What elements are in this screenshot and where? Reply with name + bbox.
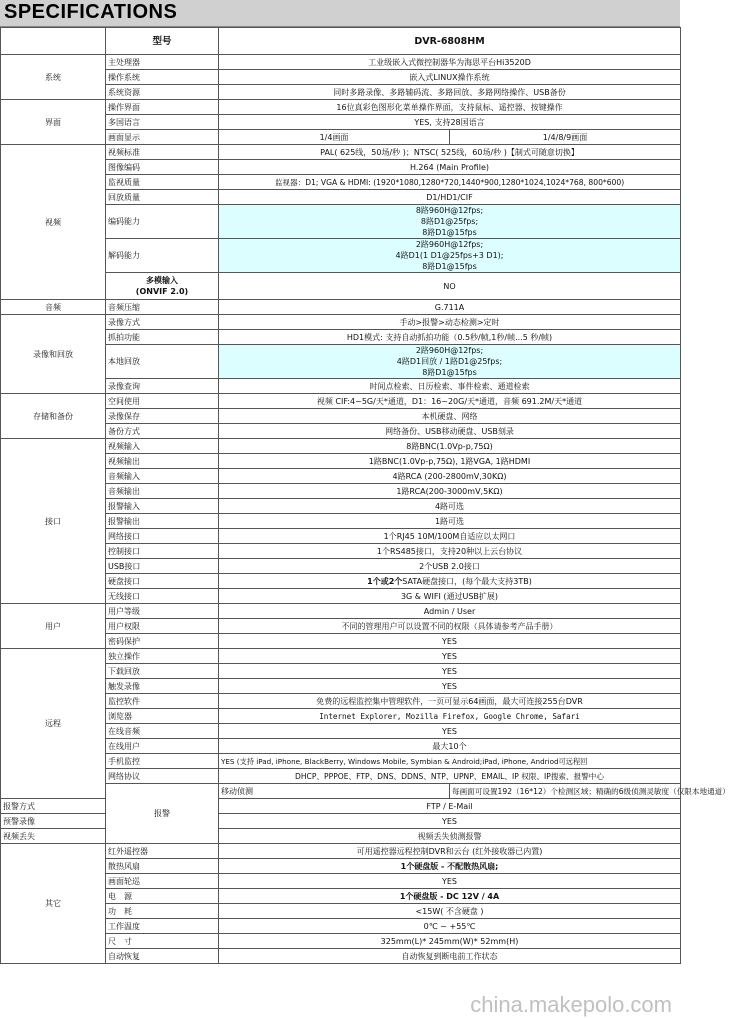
table-row [1, 799, 681, 814]
row-name: 网络协议 [106, 769, 219, 784]
table-row [1, 394, 681, 409]
row-value: YES (支持 iPad, iPhone, BlackBerry, Windows Mobile, Symbian & Android;iPad, iPhone, Andriod可远程回 [219, 754, 681, 769]
value-line: 4路D1回放 / 1路D1@25fps; [396, 357, 503, 366]
row-value: 手动>报警>动态检测>定时 [219, 315, 681, 330]
row-name: 录像查询 [106, 379, 219, 394]
row-value: 自动恢复到断电前工作状态 [219, 949, 681, 964]
row-name: 录像保存 [106, 409, 219, 424]
row-value: 8路BNC(1.0Vp-p,75Ω) [219, 439, 681, 454]
table-row [1, 315, 681, 330]
row-value: YES [219, 814, 681, 829]
row-name: 移动侦测 [219, 784, 450, 799]
row-value: YES [219, 679, 681, 694]
row-value: YES [219, 649, 681, 664]
row-name: 无线接口 [106, 589, 219, 604]
row-value: 1个RJ45 10M/100M自适应以太网口 [219, 529, 681, 544]
row-value: 16位真彩色图形化菜单操作界面，支持鼠标、遥控器、按键操作 [219, 100, 681, 115]
value-line: 8路D1@25fps; [420, 217, 479, 226]
row-name: 视频丢失 [1, 829, 106, 844]
row-value: FTP / E-Mail [219, 799, 681, 814]
row-name: 报警输出 [106, 514, 219, 529]
row-value: G.711A [219, 300, 681, 315]
row-value: D1/HD1/CIF [219, 190, 681, 205]
row-name: 多国语言 [106, 115, 219, 130]
table-row [1, 604, 681, 619]
row-name: 功 耗 [106, 904, 219, 919]
row-value: 4路RCA (200-2800mV,30KΩ) [219, 469, 681, 484]
row-value: 视频丢失侦测报警 [219, 829, 681, 844]
value-line: 2路960H@12fps; [415, 346, 484, 355]
row-name: 画面轮巡 [106, 874, 219, 889]
value-line: 8路D1@15fps [422, 368, 477, 377]
row-value: H.264 (Main Profile) [219, 160, 681, 175]
table-row [1, 829, 681, 844]
header-row [1, 28, 681, 55]
row-value: 1个硬盘版 - 不配散热风扇; [219, 859, 681, 874]
row-name: 在线用户 [106, 739, 219, 754]
row-name: 电 源 [106, 889, 219, 904]
table-row [1, 814, 681, 829]
header-label: 型号 [106, 28, 219, 55]
row-value: YES [219, 664, 681, 679]
row-name: 密码保护 [106, 634, 219, 649]
row-value: 1个RS485接口，支持20种以上云台协议 [219, 544, 681, 559]
row-value: Admin / User [219, 604, 681, 619]
row-name: 尺 寸 [106, 934, 219, 949]
row-value: 监视器：D1; VGA & HDMI: (1920*1080,1280*720,1440*900,1280*1024,1024*768, 800*600) [219, 175, 681, 190]
row-name: 音频压缩 [106, 300, 219, 315]
table-row [1, 844, 681, 859]
row-value: 3G & WIFI (通过USB扩展) [219, 589, 681, 604]
row-value: HD1模式: 支持自动抓拍功能（0.5秒/帧,1秒/帧...5 秒/帧) [219, 330, 681, 345]
row-name: 自动恢复 [106, 949, 219, 964]
row-value: YES [219, 874, 681, 889]
category-interface: 接口 [1, 439, 106, 604]
row-value: 可用遥控器远程控制DVR和云台 (红外接收器已内置) [219, 844, 681, 859]
row-name: 在线音频 [106, 724, 219, 739]
watermark: china.makepolo.com [470, 992, 672, 1017]
row-value: 本机硬盘、网络 [219, 409, 681, 424]
row-name: 用户权限 [106, 619, 219, 634]
row-name: 触发录像 [106, 679, 219, 694]
row-value [219, 345, 681, 379]
row-value: 每画面可设置192（16*12）个检测区域；精确的6级侦测灵敏度（仅限本地通道） [450, 784, 681, 799]
row-name: 音频输出 [106, 484, 219, 499]
row-name: 预警录像 [1, 814, 106, 829]
row-value: YES, 支持28国语言 [219, 115, 681, 130]
header-model: DVR-6808HM [219, 28, 681, 55]
row-value: 最大10个 [219, 739, 681, 754]
row-name: 录像方式 [106, 315, 219, 330]
row-name: 独立操作 [106, 649, 219, 664]
row-value: 1/4/8/9画面 [450, 130, 681, 145]
row-value [219, 239, 681, 273]
category-video: 视频 [1, 145, 106, 300]
row-value: <15W( 不含硬盘 ) [219, 904, 681, 919]
row-value [219, 574, 681, 589]
row-name: 报警方式 [1, 799, 106, 814]
row-value: 1路RCA(200-3000mV,5KΩ) [219, 484, 681, 499]
row-name: 空间使用 [106, 394, 219, 409]
value-line: 8路D1@15fps [422, 228, 477, 237]
row-name: 硬盘接口 [106, 574, 219, 589]
table-row [1, 649, 681, 664]
row-value [219, 205, 681, 239]
row-name [106, 273, 219, 300]
hdd-count: 1个或2个 [367, 576, 403, 586]
row-name: 视频标准 [106, 145, 219, 160]
category-audio: 音频 [1, 300, 106, 315]
row-name: 编码能力 [106, 205, 219, 239]
row-value: 网络备份、USB移动硬盘、USB刻录 [219, 424, 681, 439]
row-name: 下载回放 [106, 664, 219, 679]
row-name: 视频输出 [106, 454, 219, 469]
page-title: SPECIFICATIONS [4, 1, 178, 23]
row-name: 红外遥控器 [106, 844, 219, 859]
category-record: 录像和回放 [1, 315, 106, 394]
row-name: 用户等级 [106, 604, 219, 619]
value-line: 4路D1(1 D1@25fps+3 D1); [395, 251, 504, 260]
category-other: 其它 [1, 844, 106, 964]
row-value: Internet Explorer, Mozilla Firefox, Google Chrome, Safari [219, 709, 681, 724]
value-line: 2路960H@12fps; [415, 240, 484, 249]
row-name: 音频输入 [106, 469, 219, 484]
row-name: 工作温度 [106, 919, 219, 934]
row-name: 监视质量 [106, 175, 219, 190]
row-name: 监控软件 [106, 694, 219, 709]
row-value: 同时多路录像、多路辅码流、多路回放、多路网络操作、USB备份 [219, 85, 681, 100]
category-system: 系统 [1, 55, 106, 100]
row-value: 0℃ ~ +55℃ [219, 919, 681, 934]
row-name: 操作界面 [106, 100, 219, 115]
row-value: 工业级嵌入式微控制器华为海思平台Hi3520D [219, 55, 681, 70]
row-value: 不同的管理用户可以设置不同的权限（具体请参考产品手册） [219, 619, 681, 634]
row-name: 图像编码 [106, 160, 219, 175]
row-value: 嵌入式LINUX操作系统 [219, 70, 681, 85]
row-name: 解码能力 [106, 239, 219, 273]
row-name: 画面显示 [106, 130, 219, 145]
category-ui: 界面 [1, 100, 106, 145]
row-name: 本地回放 [106, 345, 219, 379]
table-row [1, 145, 681, 160]
spec-table [0, 27, 730, 964]
row-name-line: (ONVIF 2.0) [135, 287, 189, 296]
row-name: 浏览器 [106, 709, 219, 724]
row-name: 主处理器 [106, 55, 219, 70]
table-row [1, 300, 681, 315]
row-value: 1路BNC(1.0Vp-p,75Ω), 1路VGA, 1路HDMI [219, 454, 681, 469]
row-value: 1个硬盘版 - DC 12V / 4A [219, 889, 681, 904]
row-name: 网络接口 [106, 529, 219, 544]
header-blank [1, 28, 106, 55]
row-value: 325mm(L)* 245mm(W)* 52mm(H) [219, 934, 681, 949]
hdd-desc: SATA硬盘接口，(每个最大支持3TB) [402, 576, 532, 586]
row-value: YES [219, 634, 681, 649]
value-line: 8路960H@12fps; [415, 206, 484, 215]
row-name: 抓拍功能 [106, 330, 219, 345]
title-bar [0, 0, 680, 27]
category-storage: 存储和备份 [1, 394, 106, 439]
row-name: 备份方式 [106, 424, 219, 439]
category-remote: 远程 [1, 649, 106, 799]
row-value: DHCP、PPPOE、FTP、DNS、DDNS、NTP、UPNP、EMAIL、IP 权限、IP搜索、报警中心 [219, 769, 681, 784]
row-name: USB接口 [106, 559, 219, 574]
table-row [1, 100, 681, 115]
row-name: 回放质量 [106, 190, 219, 205]
row-value: 2个USB 2.0接口 [219, 559, 681, 574]
row-name: 控制接口 [106, 544, 219, 559]
row-name: 报警输入 [106, 499, 219, 514]
row-name: 视频输入 [106, 439, 219, 454]
row-name: 操作系统 [106, 70, 219, 85]
row-value: 1/4画面 [219, 130, 450, 145]
value-line: 8路D1@15fps [422, 262, 477, 271]
row-value: 免费的远程监控集中管理软件，一页可显示64画面，最大可连接255台DVR [219, 694, 681, 709]
row-value: PAL( 625线，50场/秒 )；NTSC( 525线，60场/秒 )【制式可随意切换】 [219, 145, 681, 160]
row-name-line: 多模输入 [146, 276, 178, 285]
table-row [1, 55, 681, 70]
category-alarm: 报警 [106, 784, 219, 844]
row-name: 系统资源 [106, 85, 219, 100]
row-value: 视频 CIF:4~5G/天*通道，D1：16~20G/天*通道，音频 691.2M/天*通道 [219, 394, 681, 409]
row-value: NO [219, 273, 681, 300]
row-name: 散热风扇 [106, 859, 219, 874]
table-row [1, 439, 681, 454]
row-name: 手机监控 [106, 754, 219, 769]
row-value: 1路可选 [219, 514, 681, 529]
row-value: 时间点检索、日历检索、事件检索、通道检索 [219, 379, 681, 394]
row-value: YES [219, 724, 681, 739]
category-user: 用户 [1, 604, 106, 649]
row-value: 4路可选 [219, 499, 681, 514]
